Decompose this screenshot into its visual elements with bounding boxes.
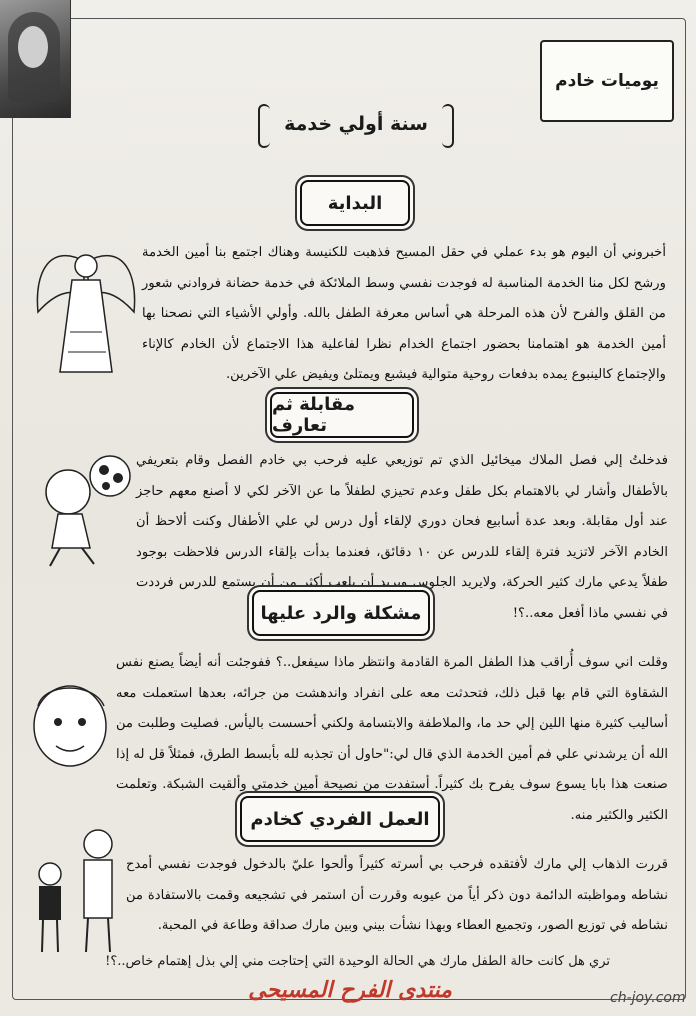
boy-with-ball-icon xyxy=(28,448,136,570)
heading-meeting xyxy=(270,392,414,438)
site-link: ch-joy.com xyxy=(610,990,686,1006)
portrait-photo xyxy=(0,0,71,118)
magazine-section-label xyxy=(540,40,674,122)
paragraph-beginning: أخبروني أن اليوم هو بدء عملي في حقل المسيح فذهبت للكنيسة وهناك اجتمع بنا أمين الخدمة ورشح لكل منا الخدمة المناسبة له فوجدت نفسي وسط الملائكة في خدمة حضانة فروادني شعور من القلق والفرح لأن هذه المرحلة هي أساس معرفة الطفل بالله. وأولي الأشياء التي نصحنا بها أمين الخدمة هو اهتمامنا بحضور اجتماع الخدام نظرا لفاعلية هذا الاجتماع لأن الخادم كالإناء والإجتماع كالينبوع يمده بدفعات روحية متوالية فيشبع ويمتلئ ويفيض علي الآخرين. xyxy=(142,245,666,382)
heading-meeting-text: مقابلة ثم تعارف xyxy=(272,394,356,436)
paragraph-meeting: فدخلتُ إلي فصل الملاك ميخائيل الذي تم توزيعي عليه فرحب بي خادم الفصل وقام بتعريفي بالأطفال وأشار لي بالاهتمام بكل طفل وعدم تحيزي لطفلاً ما عن الآخر لكي لا أصنع معهم حاجز عند أول مقابلة. وبعد عدة أسابيع فحان دوري لإلقاء أول درس لي علي الأطفال وكنت ألاحظ أن الخادم الآخر لاتزيد فترة إلقاء للدرس عن ١٠ دقائق، فعندما بدأت بإلقاء الدرس فلاحظت بوجود طفلاً يدعي مارك كثير الحركة، ولايريد الجلوس ويريد أن يلعب أكثر من أن يستمع للدرس فرددت في نفسي ماذا أفعل معه..؟! xyxy=(136,453,668,621)
watermark: منتدى الفرح المسيحى xyxy=(248,978,452,1003)
heading-individual-work xyxy=(240,796,440,842)
closing-question: تري هل كانت حالة الطفل مارك هي الحالة الوحيدة التي إحتاجت مني إلي بذل إهتمام خاص..؟! xyxy=(105,954,610,969)
heading-problem xyxy=(252,590,430,636)
paragraph-problem: وقلت اني سوف أُراقب هذا الطفل المرة القادمة وانتظر ماذا سيفعل..؟ ففوجئت أنه أيضاً يصنع نفس الشقاوة التي قام بها قبل ذلك، فتحدثت معه على انفراد واندهشت من جرائه، بعدها استعملت معه أساليب كثيرة منها اللين إلي حد ما، والملاطفة والابتسامة ولكني أحسست باليأس. فصليت وطلبت من الله أن يرشدني علي فم أمين الخدمة الذي قال لي:"حاول أن تجذبه لله بأبسط الطرق، فمثلاً قل له إذا صنعت هذا بابا يسوع سوف يفرح بك كثيراً. أستفدت من نصيحة أمين خدمتي وألقيت الشبكة. وتعلمت الكثير والكثير منه. xyxy=(116,655,668,823)
heading-individual-work-text: العمل الفردي كخادم xyxy=(250,808,430,830)
angel-illustration-icon xyxy=(30,232,142,378)
paragraph-individual-work: قررت الذهاب إلي مارك لأفتقده فرحب بي أسرته كثيراً وألحوا عليّ بالدخول فوجدت نفسي أمدح نشاطه ومواظبته الدائمة دون ذكر أياً من عيوبه وقررت أن استمر في تشجيعه وقمت بالاستفادة من نشاطه في توزيع الصور، وتجميع العطاء وبهذا نشأت بيني وبين مارك صداقة وطاعة في المحبة. xyxy=(126,857,668,933)
magazine-section-text: يوميات خادم xyxy=(555,71,659,91)
servant-and-child-icon xyxy=(26,818,126,958)
heading-beginning xyxy=(300,180,410,226)
heading-problem-text: مشكلة والرد عليها xyxy=(260,602,422,624)
series-title xyxy=(258,96,454,152)
boy-face-icon xyxy=(24,676,114,772)
series-title-text: سنة أولي خدمة xyxy=(284,113,428,135)
heading-beginning-text: البداية xyxy=(327,192,383,214)
